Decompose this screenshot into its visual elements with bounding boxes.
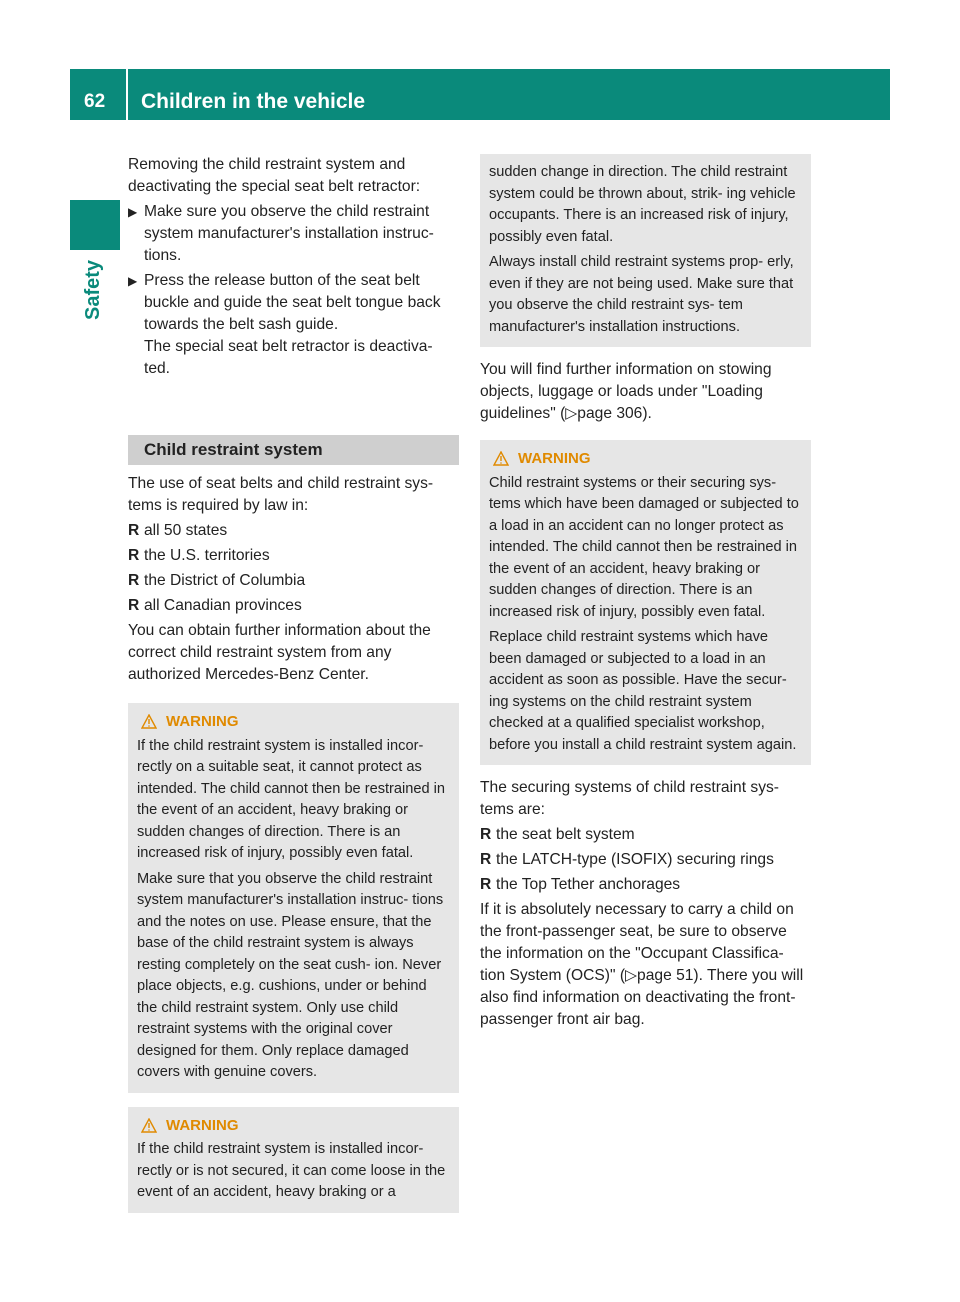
warning-heading [137, 711, 450, 733]
list-item-text: all Canadian provinces [144, 597, 302, 614]
list-item [128, 595, 459, 617]
bullet-icon: R [480, 851, 492, 868]
list-item [480, 849, 811, 871]
warning-text: Make sure that you observe the child restraint system manufacturer's installation instruc- tions and the notes on use. Please ensure, that the base of the child restraint system is always resting completely on the seat cush- ion. Never place objects, e.g. cushions, under or behind the child restraint system. Only use child restraint systems with the original cover designed for them. Only replace damaged covers with genuine covers. [137, 870, 444, 1080]
stowing-text: You will find further information on stowing objects, luggage or loads under "Loading guidelines" ( [480, 361, 772, 422]
section-side-label: Safety [82, 259, 104, 320]
warning-label: WARNING [166, 713, 239, 730]
section-tab-marker [70, 200, 120, 250]
removal-intro: Removing the child restraint system and deactivating the special seat belt retractor: [128, 156, 421, 195]
securing-intro: The securing systems of child restraint sys- tems are: [480, 779, 779, 818]
bullet-icon: R [480, 826, 492, 843]
list-item-text: the Top Tether anchorages [496, 876, 681, 893]
step-arrow-icon: ▶ [128, 274, 138, 288]
warning-text: Replace child restraint systems which have been damaged or subjected to a load in an accident as soon as possible. Have the secur- ing systems on the child restraint system checked at a qualified specialist workshop, before you install a child restraint system again. [489, 629, 797, 753]
bullet-icon: R [128, 572, 140, 589]
list-item-text: the U.S. territories [144, 547, 270, 564]
page-number: 62 [84, 91, 106, 112]
warning-box-continued [480, 154, 811, 347]
page-header [70, 69, 890, 120]
step-result: The special seat belt retractor is deactiva- ted. [144, 338, 433, 377]
list-item-text: all 50 states [144, 522, 228, 539]
right-column [480, 154, 811, 1034]
warning-heading [137, 1115, 450, 1137]
bullet-icon: R [128, 597, 140, 614]
warning-box [480, 440, 811, 765]
occupant-text: If it is absolutely necessary to carry a child on the front-passenger seat, be sure to observe the information on the "Occupant Classifica- tion System (OCS)" ( [480, 901, 794, 984]
warning-text: Child restraint systems or their securing sys- tems which have been damaged or subjected to a load in an accident can no longer protect as intended. The child cannot then be restrained in the event of an accident, heavy braking or sudden changes of direction. There is an increased risk of injury, possibly even fatal. [489, 474, 799, 620]
warning-triangle-icon [141, 714, 157, 729]
list-item [128, 520, 459, 542]
list-item-text: the District of Columbia [144, 572, 306, 589]
header-divider [126, 69, 128, 120]
section-heading [128, 435, 459, 465]
page-ref-arrow-icon: ▷ [565, 405, 578, 422]
further-info: You can obtain further information about the correct child restraint system from any authorized Mercedes-Benz Center. [128, 622, 431, 683]
warning-text: Always install child restraint systems prop- erly, even if they are not being used. Make sure that you observe the child restraint sys- tem manufacturer's installation instructions. [489, 254, 794, 335]
list-item [128, 545, 459, 567]
left-column [128, 154, 459, 1213]
list-item [128, 570, 459, 592]
warning-box [128, 1107, 459, 1213]
step-arrow-icon: ▶ [128, 205, 138, 219]
warning-text: If the child restraint system is installed incor- rectly or is not secured, it can come loose in the event of an accident, heavy braking or a [137, 1141, 446, 1200]
occupant-info [480, 899, 811, 1031]
instruction-step [128, 270, 459, 380]
list-item-text: the LATCH-type (ISOFIX) securing rings [496, 851, 774, 868]
warning-box [128, 703, 459, 1093]
bullet-icon: R [480, 876, 492, 893]
step-text: Press the release button of the seat belt buckle and guide the seat belt tongue back towards the belt sash guide. [144, 272, 441, 333]
page-ref-arrow-icon: ▷ [625, 967, 638, 984]
warning-text: If the child restraint system is installed incor- rectly on a suitable seat, it cannot protect as intended. The child cannot then be restrained in the event of an accident, heavy braking or sudden changes of direction. There is an increased risk of injury, possibly even fatal. [137, 737, 446, 861]
stowing-info [480, 359, 811, 425]
list-item [480, 824, 811, 846]
page-ref-link[interactable]: page 306). [577, 405, 652, 422]
warning-label: WARNING [518, 450, 591, 467]
warning-heading [489, 448, 802, 470]
warning-triangle-icon [141, 1118, 157, 1133]
warning-label: WARNING [166, 1116, 239, 1134]
list-item-text: the seat belt system [496, 826, 635, 843]
bullet-icon: R [128, 522, 140, 539]
warning-text: sudden change in direction. The child restraint system could be thrown about, strik- ing vehicle occupants. There is an increased risk of injury, possibly even fatal. [489, 164, 796, 245]
bullet-icon: R [128, 547, 140, 564]
section-title: Child restraint system [144, 440, 323, 459]
section-intro: The use of seat belts and child restraint sys- tems is required by law in: [128, 475, 434, 514]
page-ref-link[interactable]: page 51). There you will also find information on deactivating the front-passenger front air bag. [480, 967, 804, 1028]
instruction-step [128, 201, 459, 267]
chapter-title: Children in the vehicle [141, 90, 366, 113]
warning-triangle-icon [493, 451, 509, 466]
step-text: Make sure you observe the child restraint system manufacturer's installation instruc- tions. [144, 203, 434, 264]
list-item [480, 874, 811, 896]
